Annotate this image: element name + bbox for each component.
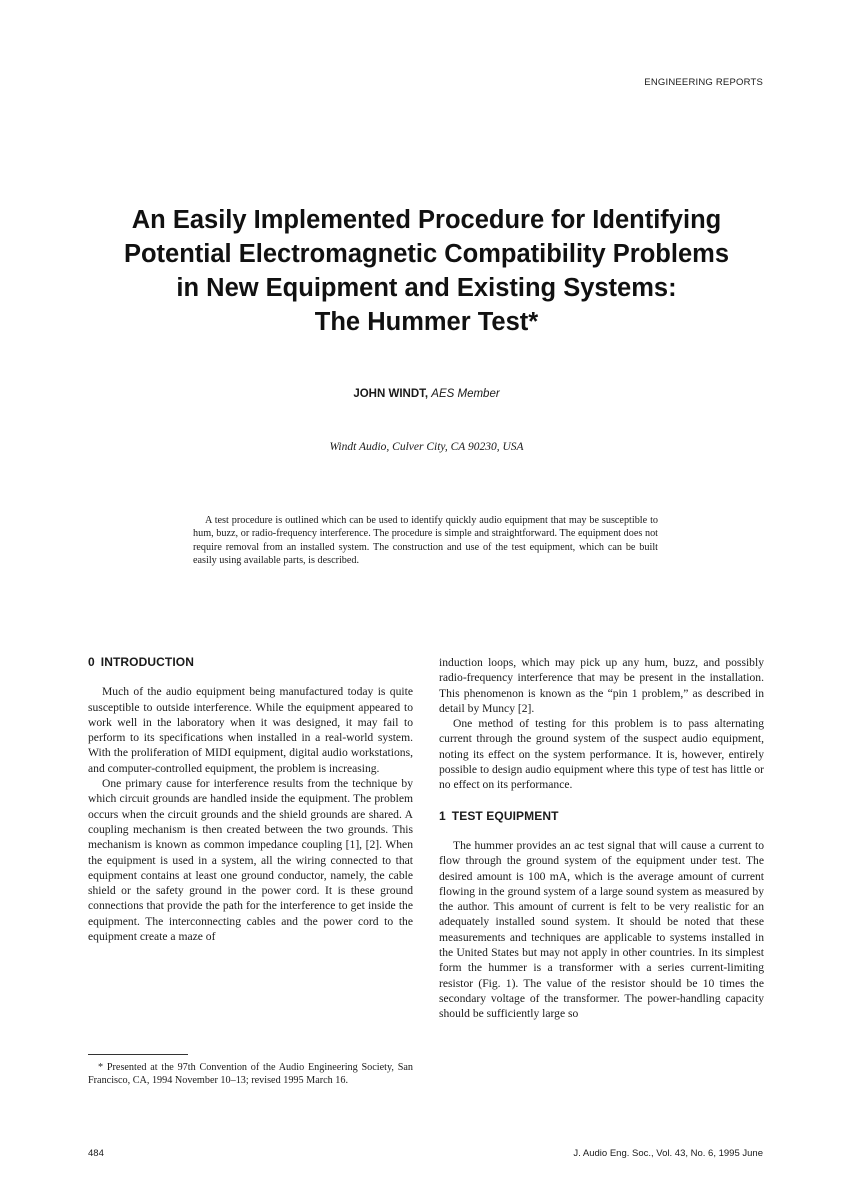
author-line (200, 388, 653, 400)
journal-reference: J. Audio Eng. Soc., Vol. 43, No. 6, 1995 June (573, 1148, 763, 1159)
paragraph: One primary cause for interference results from the technique by which circuit grounds are handled inside the equipment. The problem occurs when the circuit grounds and the shield grounds are shared. A coupling mechanism is then created between the two grounds. This mechanism is known as common impedance coupling [1], [2]. When the equipment is used in a system, all the wiring connected to that equipment contains at least one ground conductor, namely, the cable shield or the safety ground in the power cord. It is these ground connections that provide the path for the interference to get inside the equipment. The interconnecting cables and the power cord to the equipment create a maze of (88, 777, 413, 944)
title-line-1: An Easily Implemented Procedure for Identifying (131, 206, 722, 234)
section-heading-test-equipment (439, 809, 764, 824)
section-title: TEST EQUIPMENT (451, 808, 559, 823)
title-line-2: Potential Electromagnetic Compatibility Problems (123, 240, 730, 268)
author-name: JOHN WINDT, (353, 388, 429, 400)
title-line-4: The Hummer Test* (314, 308, 539, 336)
paragraph: induction loops, which may pick up any hum, buzz, and possibly radio-frequency interference that may be present in the installation. This phenomenon is known as the “pin 1 problem,” as described in detail by Muncy [2]. (439, 656, 764, 715)
left-column (88, 655, 413, 944)
footnote: * Presented at the 97th Convention of the Audio Engineering Society, San Francisco, CA, 1994 November 10–13; revised 1995 March 16. (88, 1062, 413, 1087)
section-heading-introduction (88, 655, 413, 670)
right-column (439, 655, 764, 1022)
section-number: 0 (88, 655, 95, 669)
paragraph: One method of testing for this problem is to pass alternating current through the ground system of the suspect audio equipment, noting its effect on the system performance. It is, however, entirely possible to design audio equipment where this type of test has little or no effect on its performance. (439, 717, 764, 792)
page-number: 484 (88, 1148, 104, 1159)
author-membership: AES Member (431, 388, 500, 400)
affiliation: Windt Audio, Culver City, CA 90230, USA (329, 441, 524, 453)
title-line-3: in New Equipment and Existing Systems: (176, 274, 677, 302)
abstract: A test procedure is outlined which can be used to identify quickly audio equipment that may be susceptible to hum, buzz, or radio-frequency interference. The procedure is simple and straightforward. The equipment does not require removal from an installed system. The construction and use of the test equipment, which can be built easily using available parts, is described. (193, 515, 658, 567)
section-number: 1 (439, 808, 446, 823)
paragraph: Much of the audio equipment being manufactured today is quite susceptible to outside interference. While the equipment appeared to work well in the laboratory when it was designed, it may fail to perform to its specifications when installed in a real-world system. With the proliferation of MIDI equipment, digital audio workstations, and computer-controlled equipment, the problem is increasing. (88, 685, 413, 775)
section-title: INTRODUCTION (100, 655, 194, 669)
paper-title (80, 203, 773, 339)
running-head: ENGINEERING REPORTS (644, 77, 763, 88)
paragraph: The hummer provides an ac test signal that will cause a current to flow through the ground system of the equipment under test. The desired amount is 100 mA, which is the average amount of current flowing in the ground system of a large sound system as measured by the author. This amount of current is felt to be very realistic for an adequately installed sound system. It should be noted that these measurements and techniques are applicable to systems installed in the United States but may not apply in other countries. In its simplest form the hummer is a transformer with a series current-limiting resistor (Fig. 1). The value of the resistor should be 10 times the secondary voltage of the transformer. The power-handling capacity should be sufficiently large so (439, 838, 764, 1021)
footnote-rule (88, 1054, 188, 1055)
